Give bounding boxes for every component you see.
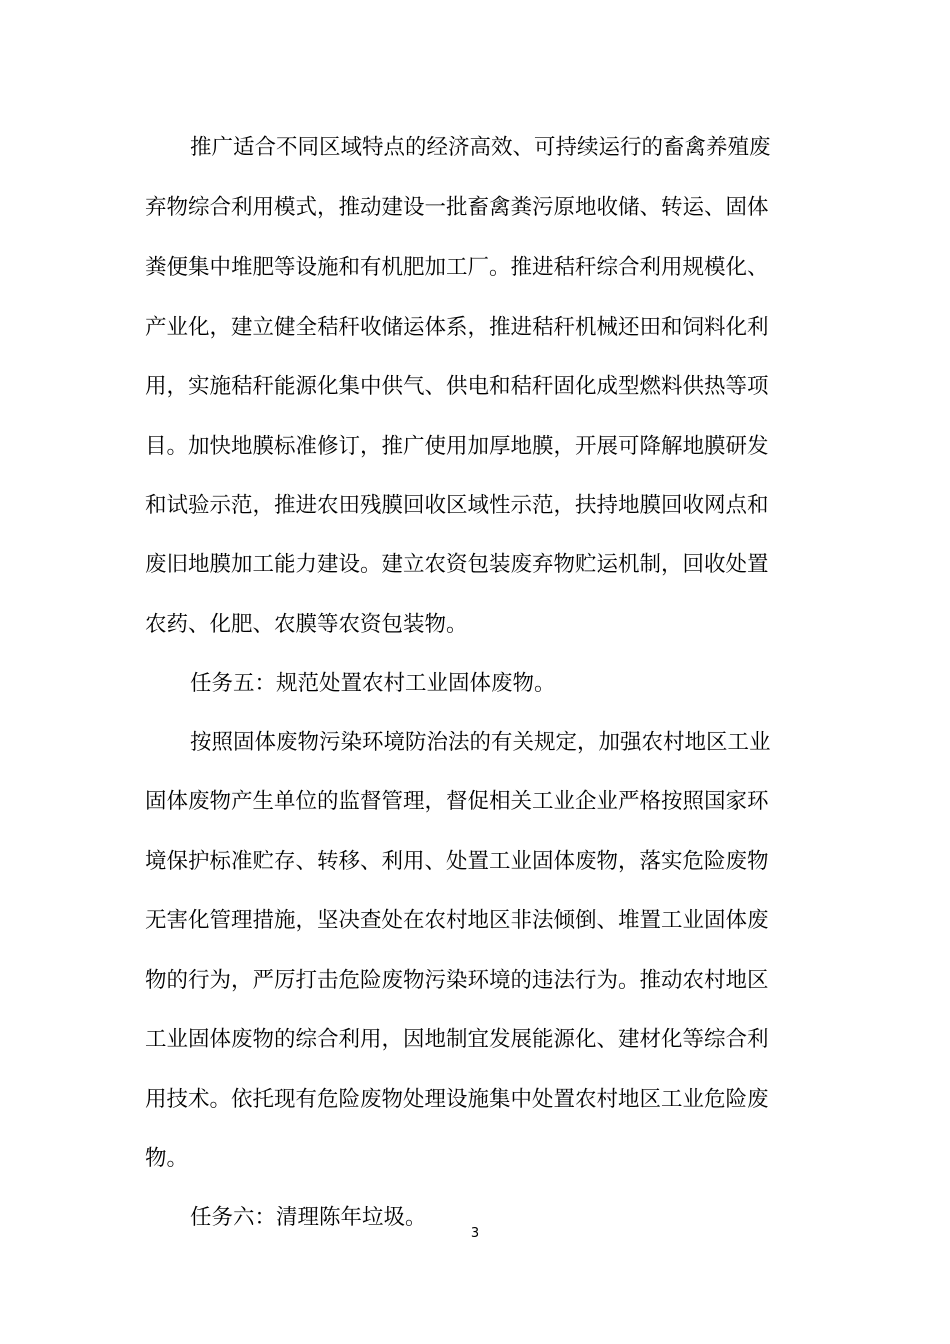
paragraph-line: 物的行为，严厉打击危险废物污染环境的违法行为。推动农村地区 bbox=[145, 968, 769, 993]
paragraph-line: 境保护标准贮存、转移、利用、处置工业固体废物，落实危险废物 bbox=[145, 849, 769, 874]
paragraph-line: 弃物综合利用模式，推动建设一批畜禽粪污原地收储、转运、固体 bbox=[145, 195, 769, 220]
paragraph-line: 推广适合不同区域特点的经济高效、可持续运行的畜禽养殖废 bbox=[190, 135, 771, 160]
paragraph-line: 用，实施秸秆能源化集中供气、供电和秸秆固化成型燃料供热等项 bbox=[145, 374, 769, 399]
paragraph-line: 任务六：清理陈年垃圾。 bbox=[190, 1205, 427, 1230]
paragraph-line: 农药、化肥、农膜等农资包装物。 bbox=[145, 612, 468, 637]
paragraph-line: 产业化，建立健全秸秆收储运体系，推进秸秆机械还田和饲料化利 bbox=[145, 315, 769, 340]
paragraph-line: 物。 bbox=[145, 1146, 189, 1171]
paragraph-line: 用技术。依托现有危险废物处理设施集中处置农村地区工业危险废 bbox=[145, 1087, 769, 1112]
paragraph-line: 工业固体废物的综合利用，因地制宜发展能源化、建材化等综合利 bbox=[145, 1027, 769, 1052]
paragraph-line: 目。加快地膜标准修订，推广使用加厚地膜，开展可降解地膜研发 bbox=[145, 434, 769, 459]
paragraph-line: 粪便集中堆肥等设施和有机肥加工厂。推进秸秆综合利用规模化、 bbox=[145, 255, 769, 280]
paragraph-line: 任务五：规范处置农村工业固体废物。 bbox=[190, 671, 556, 696]
paragraph-line: 无害化管理措施，坚决查处在农村地区非法倾倒、堆置工业固体废 bbox=[145, 908, 769, 933]
paragraph-line: 按照固体废物污染环境防治法的有关规定，加强农村地区工业 bbox=[190, 730, 771, 755]
paragraph-line: 和试验示范，推进农田残膜回收区域性示范，扶持地膜回收网点和 bbox=[145, 493, 769, 518]
paragraph-line: 固体废物产生单位的监督管理，督促相关工业企业严格按照国家环 bbox=[145, 789, 769, 814]
page-number: 3 bbox=[470, 1226, 480, 1241]
paragraph-line: 废旧地膜加工能力建设。建立农资包装废弃物贮运机制，回收处置 bbox=[145, 552, 769, 577]
